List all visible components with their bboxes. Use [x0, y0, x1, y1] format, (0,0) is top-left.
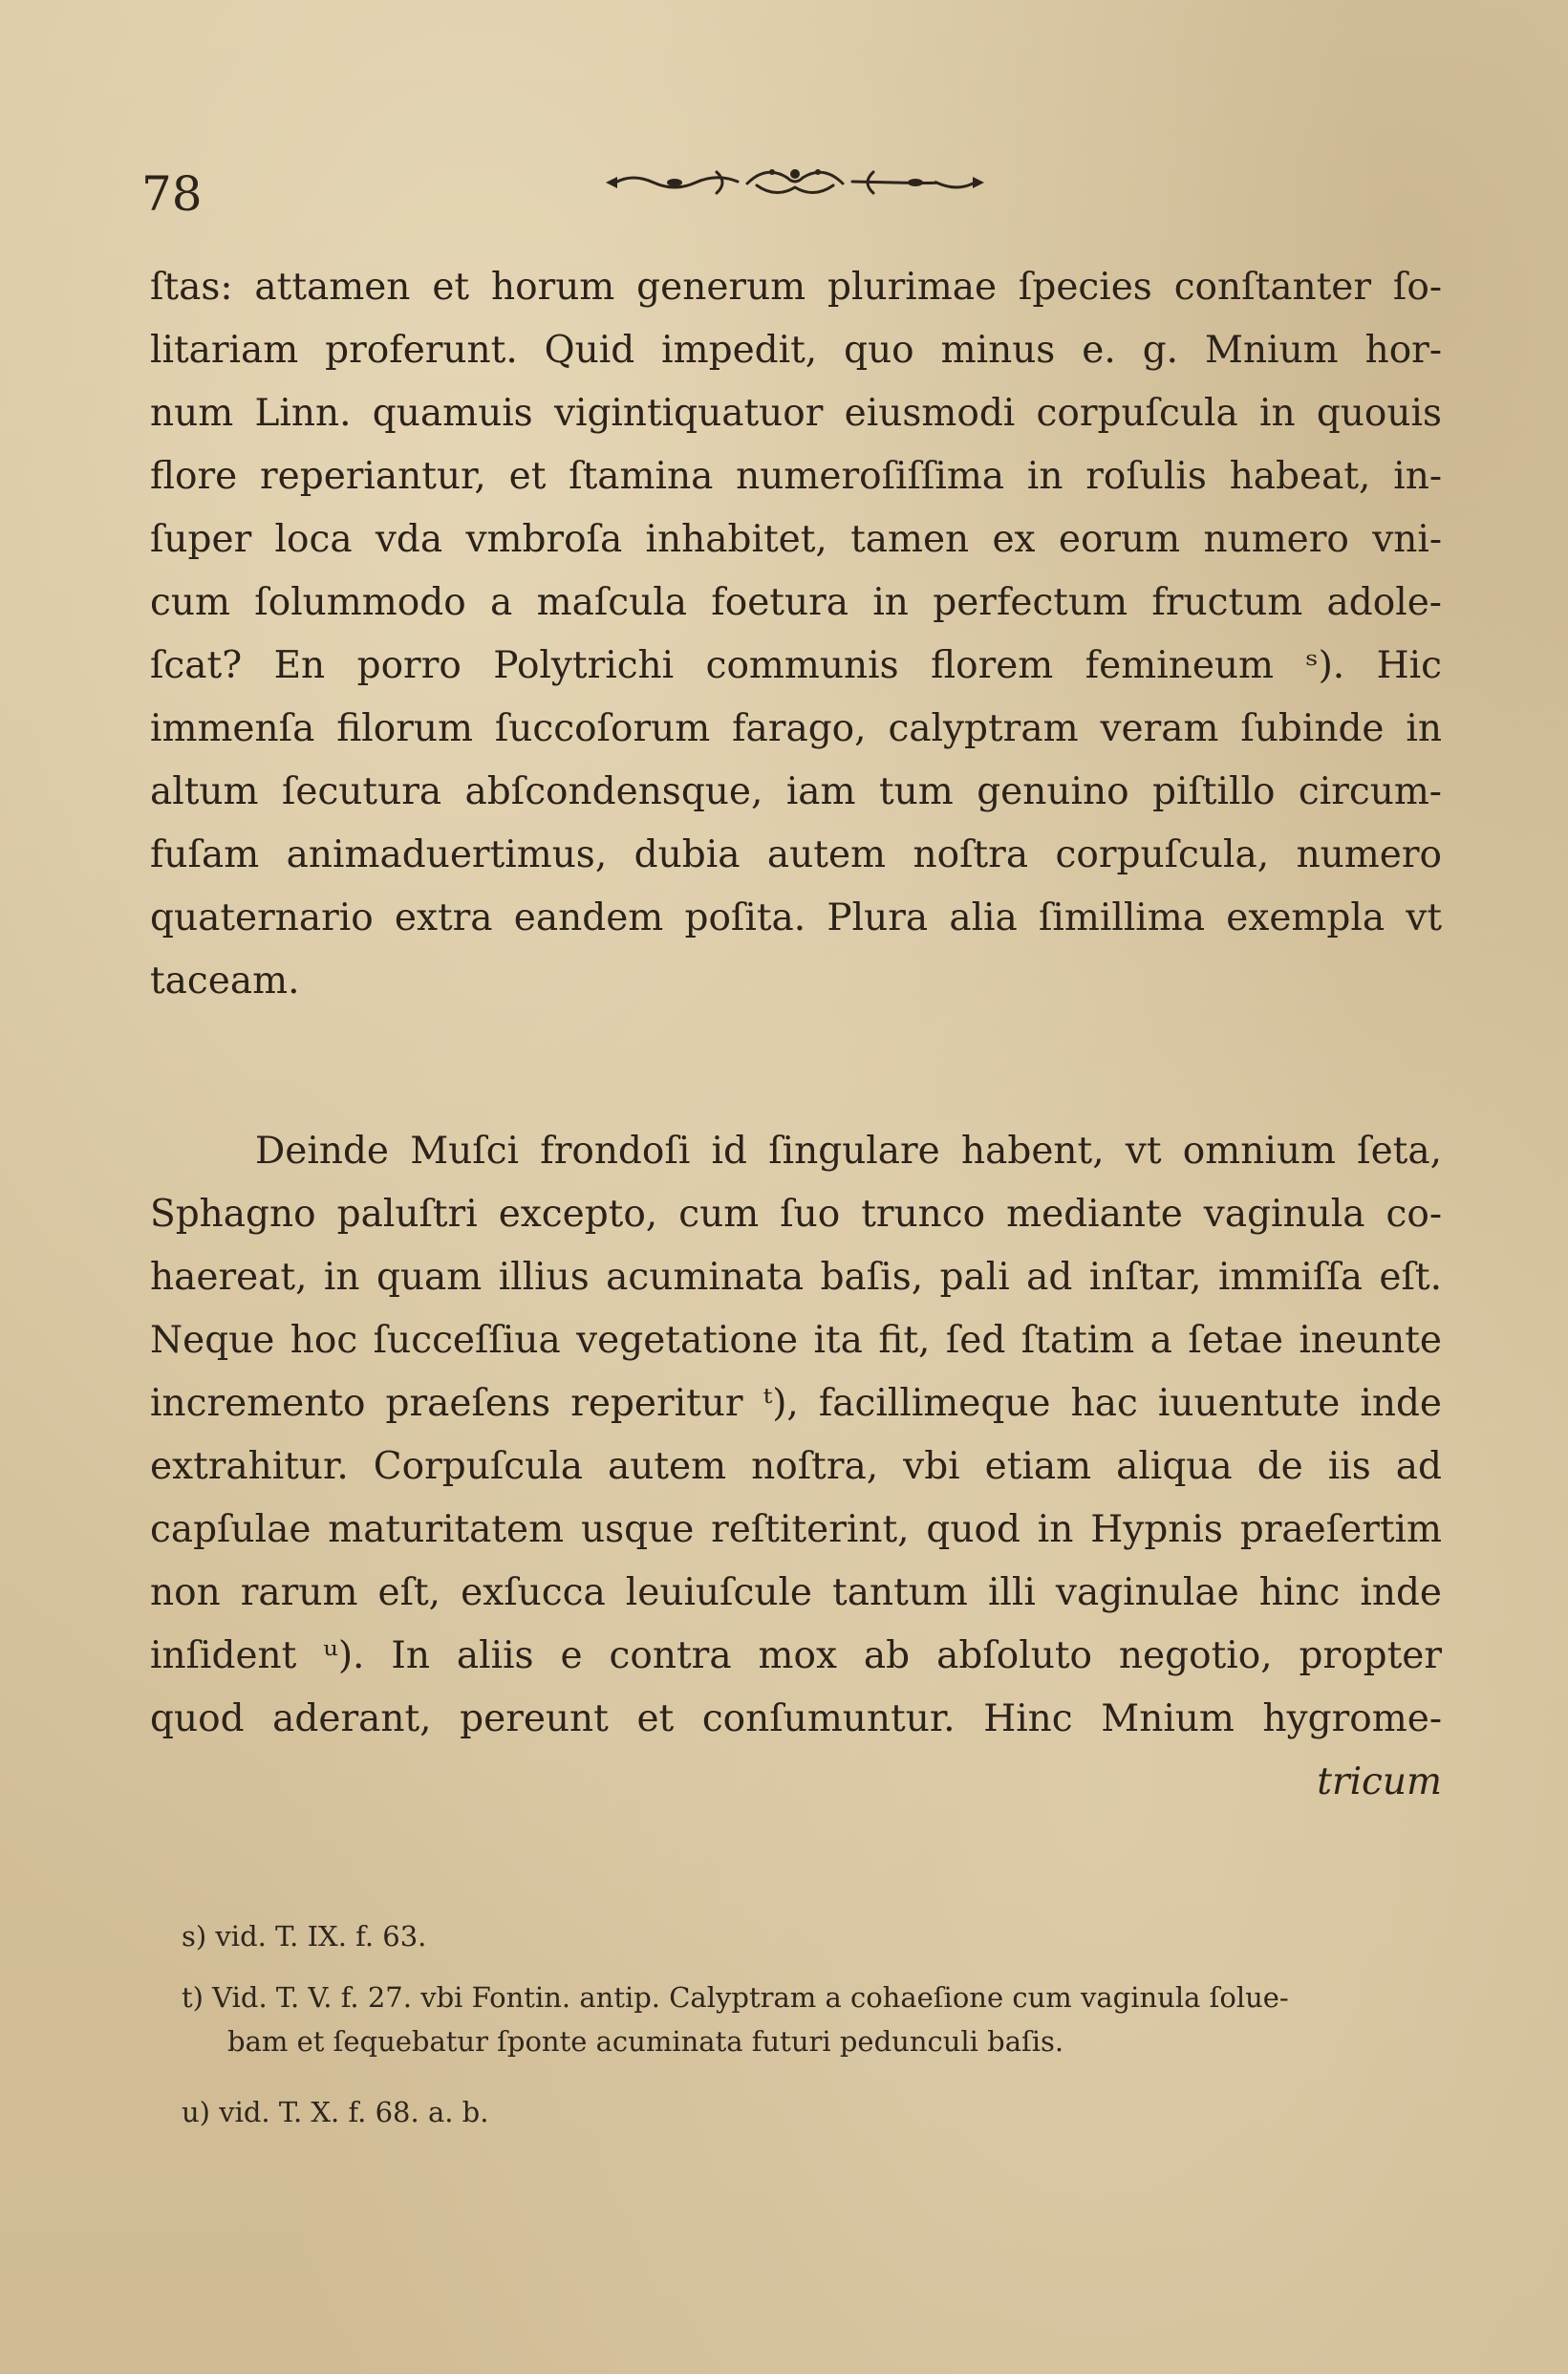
text-line: Deinde Muſci frondoſi id ſingulare habent, vt omnium ſeta,	[255, 1130, 1442, 1173]
text-line: quaternario extra eandem poſita. Plura alia ſimillima exempla vt	[150, 896, 1442, 939]
text-line: inſident ᵘ). In aliis e contra mox ab abſoluto negotio, propter	[150, 1634, 1442, 1677]
decorative-ornament-icon	[604, 161, 986, 205]
text-line: extrahitur. Corpuſcula autem noſtra, vbi etiam aliqua de iis ad	[150, 1445, 1442, 1488]
paragraph-1	[150, 256, 1442, 1013]
catchword: tricum	[1317, 1760, 1442, 1803]
text-line: ſtas: attamen et horum generum plurimae ſpecies conſtanter ſo-	[150, 266, 1442, 309]
text-line: altum ſecutura abſcondensque, iam tum genuino piſtillo circum-	[150, 770, 1442, 813]
text-line: haereat, in quam illius acuminata baſis, pali ad inſtar, immiſſa eſt.	[150, 1256, 1442, 1299]
text-line: cum ſolummodo a maſcula foetura in perfectum fructum adole-	[150, 581, 1442, 624]
footnote-t: t) Vid. T. V. f. 27. vbi Fontin. antip. Calyptram a cohaeſione cum vaginula ſolue-	[182, 1981, 1289, 2014]
footnote-u: u) vid. T. X. f. 68. a. b.	[182, 2096, 489, 2128]
text-line: ſcat? En porro Polytrichi communis florem femineum ˢ). Hic	[150, 644, 1442, 687]
text-line: quod aderant, pereunt et conſumuntur. Hinc Mnium hygrome-	[150, 1697, 1442, 1740]
footnote-t-continuation: bam et ſequebatur ſponte acuminata futuri pedunculi baſis.	[227, 2025, 1064, 2058]
text-line: Sphagno paluſtri excepto, cum ſuo trunco mediante vaginula co-	[150, 1193, 1442, 1236]
text-line: Neque hoc ſucceſſiua vegetatione ita fit, ſed ſtatim a ſetae ineunte	[150, 1319, 1442, 1362]
paragraph-2	[150, 1120, 1442, 1814]
text-line: capſulae maturitatem usque reſtiterint, quod in Hypnis praeſertim	[150, 1508, 1442, 1551]
text-line: flore reperiantur, et ſtamina numeroſiſſima in roſulis habeat, in-	[150, 455, 1442, 498]
text-line: ſuper loca vda vmbroſa inhabitet, tamen ex eorum numero vni-	[150, 518, 1442, 561]
footnotes	[182, 1915, 1452, 2133]
text-line: litariam proferunt. Quid impedit, quo minus e. g. Mnium hor-	[150, 329, 1442, 372]
text-line: incremento praeſens reperitur ᵗ), facillimeque hac iuuentute inde	[150, 1382, 1442, 1425]
text-line: taceam.	[150, 960, 300, 1003]
text-line: immenſa filorum ſuccoſorum farago, calyptram veram ſubinde in	[150, 707, 1442, 750]
page-number: 78	[141, 166, 203, 222]
text-line: non rarum eſt, exſucca leuiuſcule tantum illi vaginulae hinc inde	[150, 1571, 1442, 1614]
text-line: num Linn. quamuis vigintiquatuor eiusmodi corpuſcula in quouis	[150, 392, 1442, 435]
text-line: fuſam animaduertimus, dubia autem noſtra corpuſcula, numero	[150, 833, 1442, 876]
footnote-s: s) vid. T. IX. f. 63.	[182, 1920, 427, 1953]
